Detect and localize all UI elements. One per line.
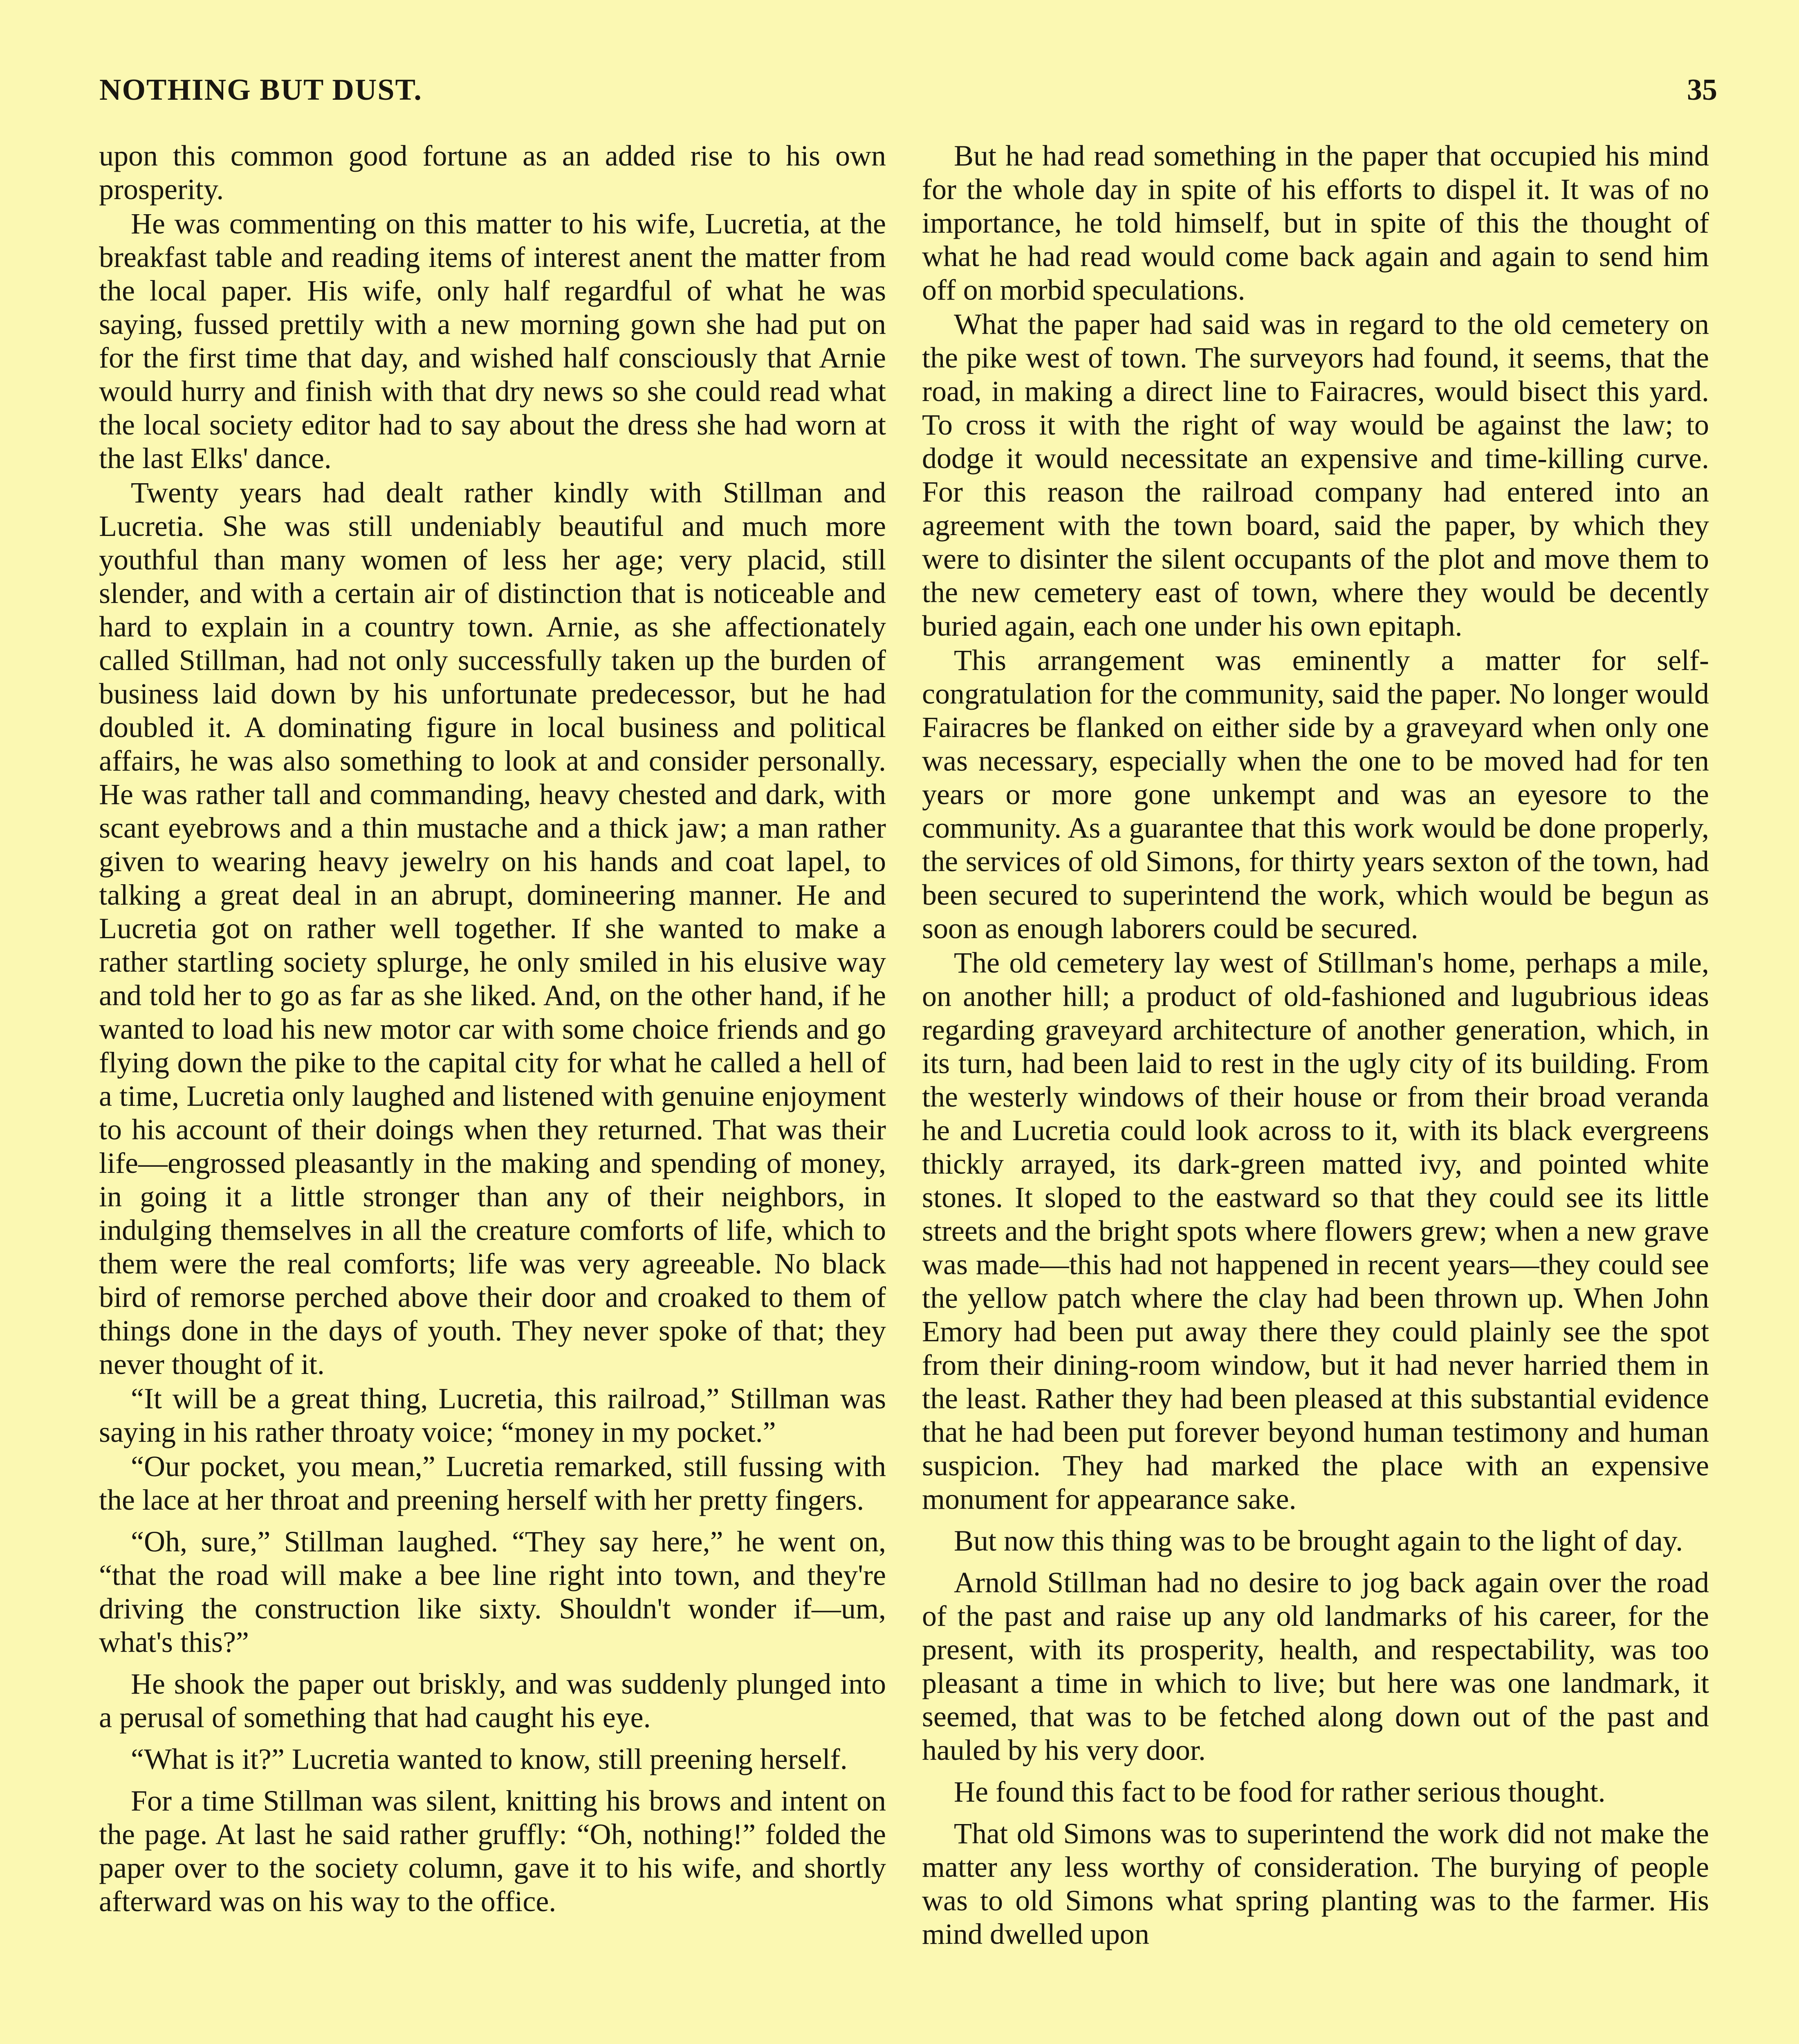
paragraph: This arrangement was eminently a matter for self-congratulation for the community, said the paper. No longer would Fairacres be flanked on either side by a graveyard when only one was necessary, especially when the one to be moved had for ten years or more gone unkempt and was an eyesore to the community. As a guarantee that this work would be done properly, the services of old Simons, for thirty years sexton of the town, had been secured to superintend the work, which would be begun as soon as enough laborers could be secured. bbox=[922, 644, 1709, 945]
page-number: 35 bbox=[1687, 73, 1717, 107]
left-column bbox=[99, 139, 886, 1919]
paragraph: “It will be a great thing, Lucretia, this railroad,” Stillman was saying in his rather throaty voice; “money in my pocket.” bbox=[99, 1382, 886, 1448]
paragraph: “Oh, sure,” Stillman laughed. “They say here,” he went on, “that the road will make a bee line right into town, and they're driving the construction like sixty. Shouldn't wonder if—um, what's this?” bbox=[99, 1525, 886, 1659]
paragraph: That old Simons was to superintend the work did not make the matter any less worthy of consideration. The burying of people was to old Simons what spring planting was to the farmer. His mind dwelled upon bbox=[922, 1817, 1709, 1950]
paragraph: “What is it?” Lucretia wanted to know, still preening herself. bbox=[131, 1743, 848, 1775]
paragraph: But he had read something in the paper that occupied his mind for the whole day in spite of his efforts to dispel it. It was of no importance, he told himself, but in spite of this the thought of what he had read would come back again and again to send him off on morbid speculations. bbox=[922, 139, 1709, 306]
paragraph: Twenty years had dealt rather kindly with Stillman and Lucretia. She was still undeniably beautiful and much more youthful than many women of less her age; very placid, still slender, and with a certain air of distinction that is noticeable and hard to explain in a country town. Arnie, as she affectionately called Stillman, had not only successfully taken up the burden of business laid down by his unfortunate predecessor, but he had doubled it. A dominating figure in local business and political affairs, he was also something to look at and consider personally. He was rather tall and commanding, heavy chested and dark, with scant eyebrows and a thin mustache and a thick jaw; a man rather given to wearing heavy jewelry on his hands and coat lapel, to talking a great deal in an abrupt, domineering manner. He and Lucretia got on rather well together. If she wanted to make a rather startling society splurge, he only smiled in his elusive way and told her to go as far as she liked. And, on the other hand, if he wanted to load his new motor car with some choice friends and go flying down the pike to the capital city for what he called a hell of a time, Lucretia only laughed and listened with genuine enjoyment to his account of their doings when they returned. That was their life—engrossed pleasantly in the making and spending of money, in going it a little stronger than any of their neighbors, in indulging themselves in all the creature comforts of life, which to them were the real comforts; life was very agreeable. No black bird of remorse perched above their door and croaked to them of things done in the days of youth. They never spoke of that; they never thought of it. bbox=[99, 476, 886, 1381]
paragraph: But now this thing was to be brought again to the light of day. bbox=[954, 1524, 1683, 1557]
paragraph: He found this fact to be food for rather serious thought. bbox=[954, 1775, 1606, 1808]
paragraph: “Our pocket, you mean,” Lucretia remarked, still fussing with the lace at her throat and preening herself with her pretty fingers. bbox=[99, 1450, 886, 1516]
paragraph: Arnold Stillman had no desire to jog back again over the road of the past and raise up any old landmarks of his career, for the present, with its prosperity, health, and respectability, was too pleasant a time in which to live; but here was one landmark, it seemed, that was to be fetched along down out of the past and hauled by his very door. bbox=[922, 1566, 1709, 1766]
running-title: NOTHING BUT DUST. bbox=[99, 73, 422, 107]
paragraph: The old cemetery lay west of Stillman's home, perhaps a mile, on another hill; a product of old-fashioned and lugubrious ideas regarding graveyard architecture of another generation, which, in its turn, had been laid to rest in the ugly city of its building. From the westerly windows of their house or from their broad veranda he and Lucretia could look across to it, with its black evergreens thickly arrayed, its dark-green matted ivy, and pointed white stones. It sloped to the eastward so that they could see its little streets and the bright spots where flowers grew; when a new grave was made—this had not happened in recent years—they could see the yellow patch where the clay had been thrown up. When John Emory had been put away there they could plainly see the spot from their dining-room window, but it had never harried them in the least. Rather they had been pleased at this substantial evidence that he had been put forever beyond human testimony and human suspicion. They had marked the place with an expensive monument for appearance sake. bbox=[922, 946, 1709, 1515]
paragraph: upon this common good fortune as an added rise to his own prosperity. bbox=[99, 139, 886, 206]
paragraph: For a time Stillman was silent, knitting his brows and intent on the page. At last he said rather gruffly: “Oh, nothing!” folded the paper over to the society column, gave it to his wife, and shortly afterward was on his way to the office. bbox=[99, 1784, 886, 1918]
paragraph: He was commenting on this matter to his wife, Lucretia, at the breakfast table and reading items of interest anent the matter from the local paper. His wife, only half regardful of what he was saying, fussed prettily with a new morning gown she had put on for the first time that day, and wished half consciously that Arnie would hurry and finish with that dry news so she could read what the local society editor had to say about the dress she had worn at the last Elks' dance. bbox=[99, 207, 886, 475]
paragraph: He shook the paper out briskly, and was suddenly plunged into a perusal of something that had caught his eye. bbox=[99, 1667, 886, 1734]
paragraph: What the paper had said was in regard to the old cemetery on the pike west of town. The surveyors had found, it seems, that the road, in making a direct line to Fairacres, would bisect this yard. To cross it with the right of way would be against the law; to dodge it would necessitate an expensive and time-killing curve. For this reason the railroad company had entered into an agreement with the town board, said the paper, by which they were to disinter the silent occupants of the plot and move them to the new cemetery east of town, where they would be decently buried again, each one under his own epitaph. bbox=[922, 308, 1709, 642]
right-column bbox=[922, 139, 1709, 1952]
